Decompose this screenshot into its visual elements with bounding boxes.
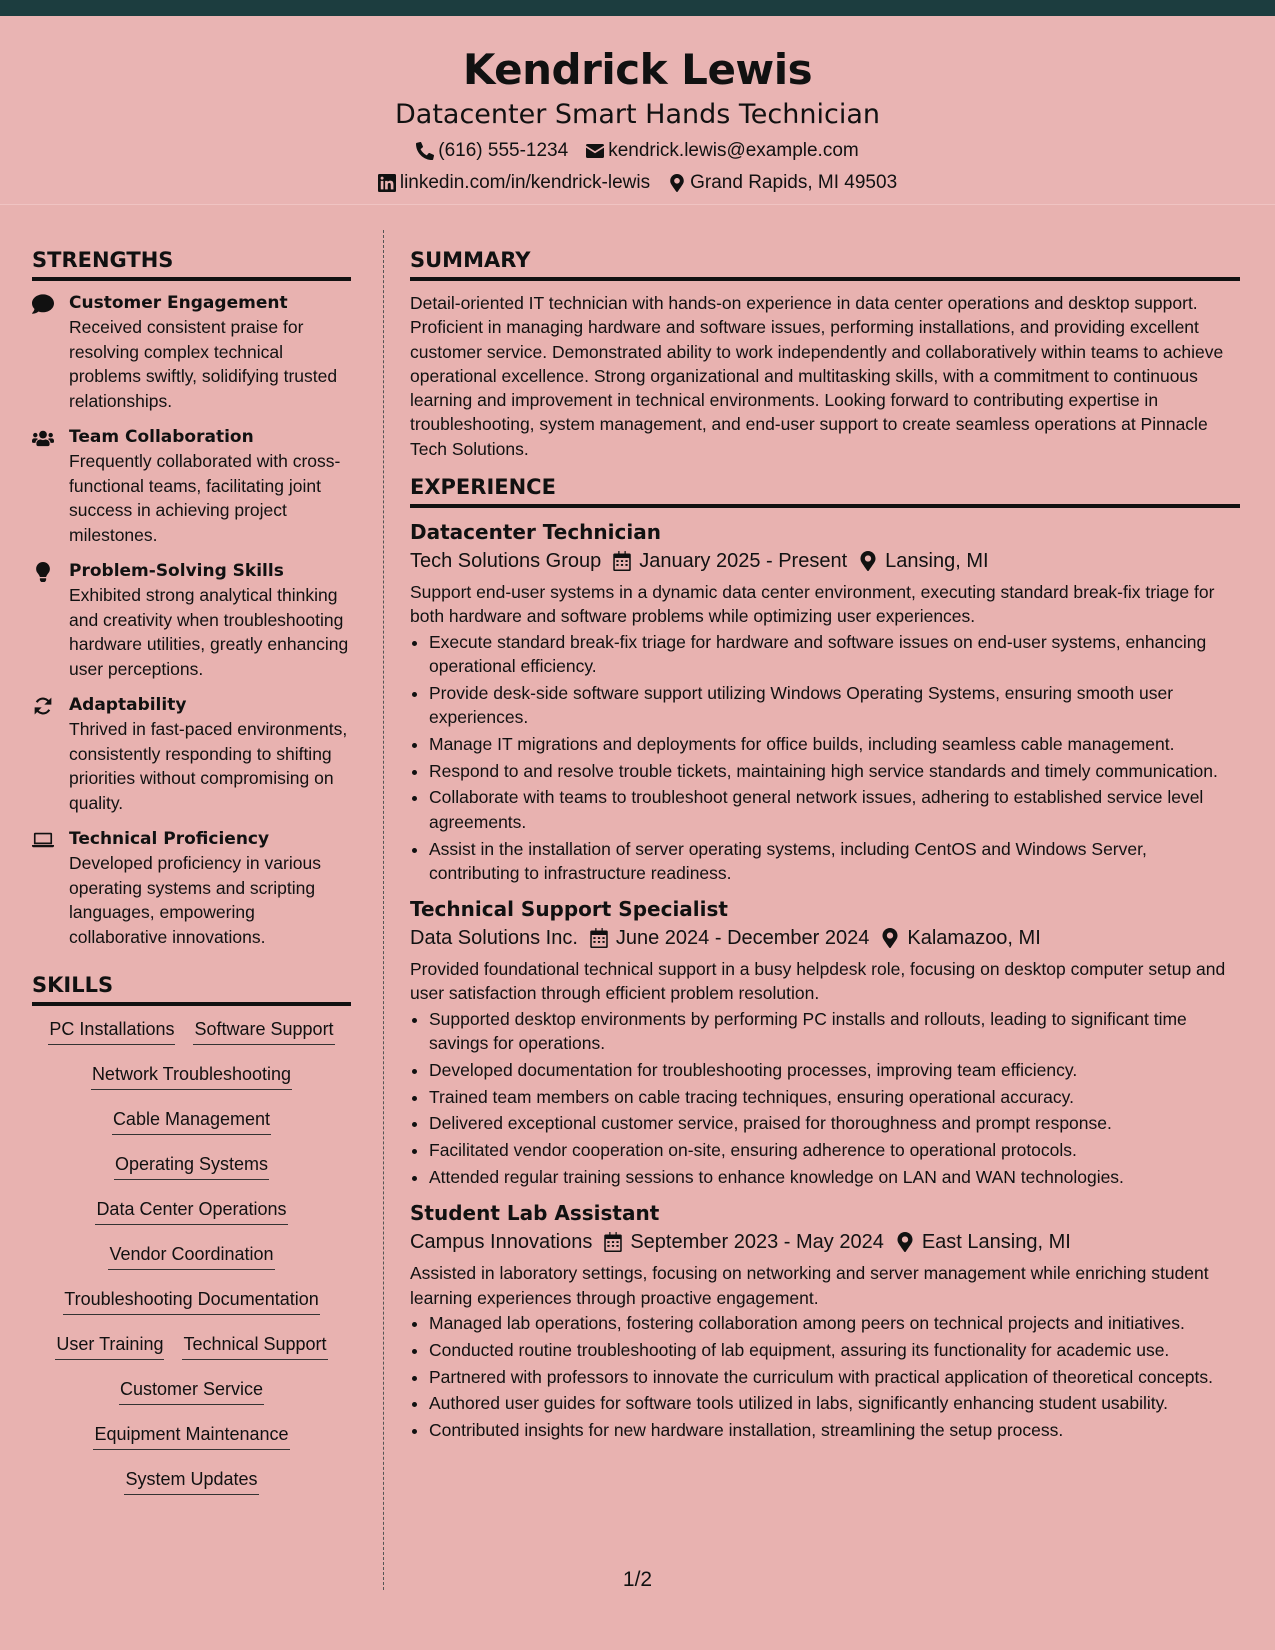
skill-tag: PC Installations <box>48 1016 175 1045</box>
phone-contact <box>416 139 568 163</box>
strength-desc: Frequently collaborated with cross-functional teams, facilitating joint success in achieving project milestones. <box>69 451 341 545</box>
calendar-icon <box>604 1232 622 1252</box>
refresh-icon <box>32 696 54 716</box>
job-entry <box>410 1199 1240 1442</box>
strength-item <box>32 693 351 815</box>
skill-tag: Software Support <box>193 1016 334 1045</box>
experience-list <box>410 518 1240 1442</box>
job-bullets <box>410 1311 1240 1442</box>
skill-tag: Network Troubleshooting <box>91 1061 292 1090</box>
strength-item <box>32 827 351 949</box>
candidate-name: Kendrick Lewis <box>462 45 813 94</box>
envelope-icon <box>586 142 604 160</box>
resume-body <box>0 230 1275 1590</box>
phone-text: (616) 555-1234 <box>438 140 569 161</box>
skills-heading: SKILLS <box>32 971 351 1006</box>
company-name: Data Solutions Inc. <box>410 927 578 950</box>
job-bullet: • Manage IT migrations and deployments for office builds, including seamless cable management. <box>429 732 1240 756</box>
skill-tag: Data Center Operations <box>95 1196 287 1225</box>
job-bullet: • Attended regular training sessions to enhance knowledge on LAN and WAN technologies. <box>429 1165 1240 1189</box>
location-contact <box>668 171 897 195</box>
job-bullet: • Contributed insights for new hardware installation, streamlining the setup process. <box>429 1418 1240 1442</box>
job-bullet: • Respond to and resolve trouble tickets, maintaining high service standards and timely communication. <box>429 759 1240 783</box>
skill-tag: Vendor Coordination <box>108 1241 274 1270</box>
skill-tag: Cable Management <box>112 1106 271 1135</box>
strength-desc: Exhibited strong analytical thinking and creativity when troubleshooting hardware utilities, greatly enhancing user perceptions. <box>69 585 349 679</box>
strength-desc: Developed proficiency in various operating systems and scripting languages, empowering collaborative innovations. <box>69 853 321 947</box>
skill-tag: Equipment Maintenance <box>93 1421 289 1450</box>
job-location: Kalamazoo, MI <box>907 927 1041 950</box>
company-name: Campus Innovations <box>410 1231 593 1254</box>
job-bullet: • Supported desktop environments by performing PC installs and rollouts, leading to significant time savings for operations. <box>429 1007 1240 1056</box>
strength-item <box>32 559 351 681</box>
map-pin-icon <box>896 1232 914 1252</box>
experience-heading: EXPERIENCE <box>410 473 1240 508</box>
users-icon <box>32 428 54 448</box>
summary-text: Detail-oriented IT technician with hands-on experience in data center operations and desktop support. Proficient in managing hardware and software issues, performing installations, and providing excellent customer service. Demonstrated ability to work independently and collaboratively within teams to achieve operational excellence. Strong organizational and multitasking skills, with a commitment to continuous learning and improvement in technical environments. Looking forward to contributing expertise in troubleshooting, system management, and end-user support to create seamless operations at Pinnacle Tech Solutions. <box>410 293 1224 459</box>
strength-desc: Thrived in fast-paced environments, consistently responding to shifting priorities without compromising on quality. <box>69 719 348 813</box>
strengths-heading: STRENGTHS <box>32 246 351 281</box>
job-location: Lansing, MI <box>885 550 989 573</box>
calendar-icon <box>613 551 631 571</box>
strength-item <box>32 425 351 547</box>
job-bullet: • Conducted routine troubleshooting of lab equipment, assuring its functionality for academic use. <box>429 1338 1240 1362</box>
phone-icon <box>416 142 434 160</box>
job-title: Datacenter Technician <box>410 520 661 545</box>
job-bullet: • Authored user guides for software tools utilized in labs, significantly enhancing student usability. <box>429 1391 1240 1415</box>
linkedin-text: linkedin.com/in/kendrick-lewis <box>399 172 651 193</box>
top-accent-bar <box>0 0 1275 16</box>
job-bullet: • Managed lab operations, fostering collaboration among peers on technical projects and initiatives. <box>429 1311 1240 1335</box>
strength-desc: Received consistent praise for resolving complex technical problems swiftly, solidifying trusted relationships. <box>69 317 338 411</box>
job-bullet: • Trained team members on cable tracing techniques, ensuring operational accuracy. <box>429 1085 1240 1109</box>
job-location: East Lansing, MI <box>921 1231 1071 1254</box>
strength-item <box>32 291 351 413</box>
email-text: kendrick.lewis@example.com <box>608 140 859 161</box>
job-dates: June 2024 - December 2024 <box>615 927 870 950</box>
job-bullet: • Provide desk-side software support utilizing Windows Operating Systems, ensuring smooth user experiences. <box>429 681 1240 730</box>
job-bullet: • Collaborate with teams to troubleshoot general network issues, adhering to established service level agreements. <box>429 785 1240 834</box>
job-title-headline: Datacenter Smart Hands Technician <box>394 99 880 130</box>
summary-heading: SUMMARY <box>410 246 1240 281</box>
skill-tag: Technical Support <box>182 1331 327 1360</box>
job-entry <box>410 895 1240 1189</box>
job-bullet: • Partnered with professors to innovate the curriculum with practical application of theoretical concepts. <box>429 1365 1240 1389</box>
strength-title: Adaptability <box>69 695 187 715</box>
speech-bubble-icon <box>32 294 54 314</box>
location-text: Grand Rapids, MI 49503 <box>690 172 898 193</box>
skill-tag: User Training <box>55 1331 164 1360</box>
job-bullet: • Assist in the installation of server operating systems, including CentOS and Windows Server, contributing to infrastructure readiness. <box>429 837 1240 886</box>
strength-title: Technical Proficiency <box>69 829 270 849</box>
job-bullet: • Developed documentation for troubleshooting processes, improving team efficiency. <box>429 1058 1240 1082</box>
job-title: Technical Support Specialist <box>410 897 728 922</box>
strength-title: Team Collaboration <box>69 427 254 447</box>
resume-header <box>0 16 1275 205</box>
job-meta <box>410 923 1240 953</box>
job-description: Provided foundational technical support in a busy helpdesk role, focusing on desktop computer setup and user satisfaction through efficient problem resolution. <box>410 959 1226 1004</box>
job-description: Assisted in laboratory settings, focusing on networking and server management while enriching student learning experiences through proactive engagement. <box>410 1263 1209 1308</box>
job-bullet: • Facilitated vendor cooperation on-site, ensuring adherence to operational protocols. <box>429 1138 1240 1162</box>
linkedin-contact[interactable] <box>378 171 650 195</box>
job-bullets <box>410 1007 1240 1190</box>
skill-tag: System Updates <box>124 1466 258 1495</box>
left-column <box>32 246 351 1511</box>
job-bullets <box>410 630 1240 885</box>
job-meta <box>410 1227 1240 1257</box>
job-bullet: • Execute standard break-fix triage for hardware and software issues on end-user systems, enhancing operational efficiency. <box>429 630 1240 679</box>
laptop-icon <box>32 830 54 850</box>
map-pin-icon <box>859 551 877 571</box>
skills-list <box>32 1016 351 1511</box>
job-description: Support end-user systems in a dynamic data center environment, executing standard break-fix triage for both hardware and software problems while optimizing user experiences. <box>410 582 1215 627</box>
right-column <box>410 246 1240 1452</box>
job-bullet: • Delivered exceptional customer service, praised for thoroughness and prompt response. <box>429 1111 1240 1135</box>
column-divider <box>383 230 384 1590</box>
lightbulb-icon <box>32 562 54 582</box>
contact-row-1 <box>0 139 1275 163</box>
linkedin-icon <box>378 174 396 192</box>
job-title: Student Lab Assistant <box>410 1201 660 1226</box>
job-entry <box>410 518 1240 885</box>
job-meta <box>410 546 1240 576</box>
calendar-icon <box>590 928 608 948</box>
job-dates: September 2023 - May 2024 <box>630 1231 884 1254</box>
page-number: 1/2 <box>622 1568 653 1591</box>
strength-title: Problem-Solving Skills <box>69 561 284 581</box>
job-dates: January 2025 - Present <box>639 550 848 573</box>
skill-tag: Troubleshooting Documentation <box>63 1286 320 1315</box>
company-name: Tech Solutions Group <box>410 550 602 573</box>
strength-title: Customer Engagement <box>69 293 288 313</box>
skill-tag: Customer Service <box>119 1376 264 1405</box>
email-contact[interactable] <box>586 139 859 163</box>
map-pin-icon <box>668 174 686 192</box>
contact-row-2 <box>0 171 1275 195</box>
map-pin-icon <box>881 928 899 948</box>
skill-tag: Operating Systems <box>114 1151 269 1180</box>
